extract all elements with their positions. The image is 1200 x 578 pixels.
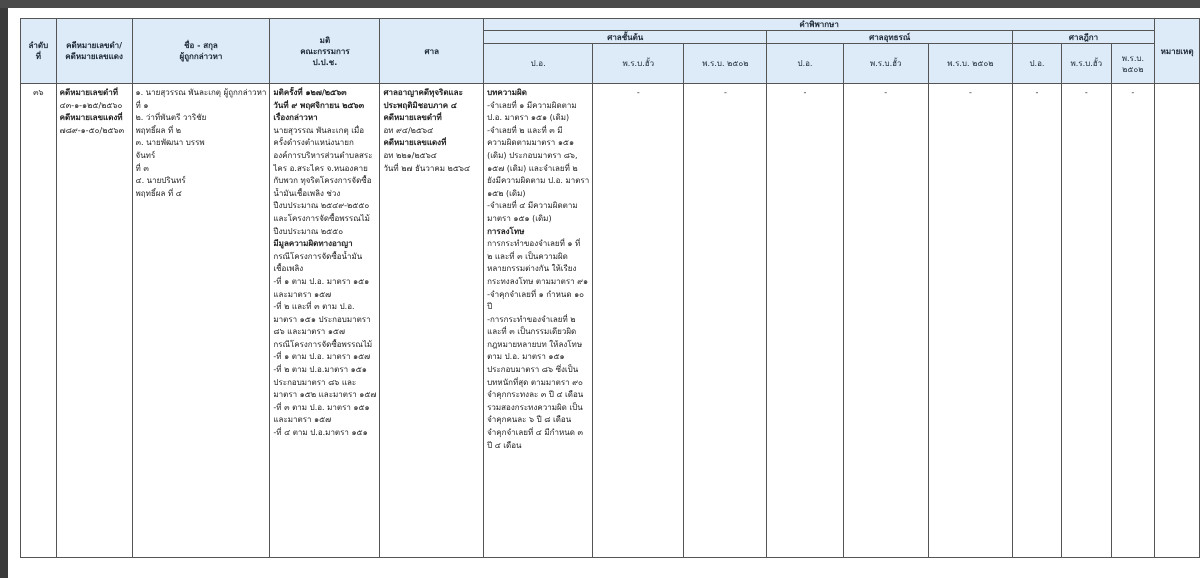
cell-supreme-prb: - <box>1061 84 1111 558</box>
text-line: -ที่ ๒ ตาม ป.อ.มาตรา ๑๕๑ <box>273 365 367 375</box>
text-line: ประพฤติมิชอบภาค ๔ <box>383 100 457 110</box>
text-line: มาตรา ๑๕๑ (เดิม) <box>487 213 552 223</box>
text-line: ๔. นายปรินทร์ <box>135 176 186 186</box>
text-line: -ที่ ๒ และที่ ๓ ตาม ป.อ. <box>273 302 355 312</box>
text-line: การลงโทษ <box>487 226 525 236</box>
text-line: คดีหมายเลขดำที่ <box>383 113 442 123</box>
text-line: ปี <box>487 302 493 312</box>
document-page <box>8 8 1200 578</box>
cell-first-prb: - <box>593 84 684 558</box>
header-appeal-prb2502: พ.ร.บ. ๒๕๐๒ <box>928 44 1012 84</box>
cell-resolution <box>270 84 380 558</box>
text-line: คดีหมายเลขแดงที่ <box>59 113 123 123</box>
text-line: -จำเลยที่ ๑ มีความผิดตาม <box>487 100 577 110</box>
header-first-prb2502: พ.ร.บ. ๒๕๐๒ <box>684 44 767 84</box>
cell-court <box>380 84 484 558</box>
text-line: บทหนักที่สุด ตามมาตรา ๙๐ <box>487 377 583 387</box>
text-line: จันทร์ <box>135 150 156 160</box>
text-line: ๓. นายพัฒนา บรรพ <box>135 138 205 148</box>
text-line: ๑๕๒ (เดิม) <box>487 188 526 198</box>
table-row <box>21 84 1200 558</box>
text-line: -จำเลยที่ ๒ และที่ ๓ มี <box>487 125 563 135</box>
text-line: กฎหมายหลายบท ให้ลงโทษ <box>487 339 583 349</box>
viewer-top-bar <box>0 0 1200 8</box>
text-line: -จำเลยที่ ๔ มีความผิดตาม <box>487 201 578 211</box>
text-line: ๒ และที่ ๓ เป็นความผิด <box>487 251 568 261</box>
header-court-supreme: ศาลฎีกา <box>1012 31 1154 44</box>
text-line: (เดิม) ประกอบมาตรา ๘๖, <box>487 150 578 160</box>
text-line: พฤทธิ์ผล ที่ ๒ <box>135 125 182 135</box>
cell-first-prb2502: - <box>684 84 767 558</box>
header-first-prb: พ.ร.บ.ฮั้ว <box>593 44 684 84</box>
text-line: กรณีโครงการจัดซื้อพรรณไม้ <box>273 339 373 349</box>
header-case-no: คดีหมายเลขดำ/ คดีหมายเลขแดง <box>56 19 132 84</box>
header-court-first: ศาลชั้นต้น <box>484 31 767 44</box>
text-line: และที่ ๓ เป็นกรรมเดียวผิด <box>487 327 577 337</box>
text-line: การกระทำของจำเลยที่ ๑ ที่ <box>487 239 581 249</box>
text-line: ปีงบประมาณ ๒๕๕๐ <box>273 226 344 236</box>
text-line: กรณีโครงการจัดซื้อน้ำมัน <box>273 251 363 261</box>
text-line: และมาตรา ๑๕๗ <box>273 415 332 425</box>
header-name: ชื่อ - สกุล ผู้ถูกกล่าวหา <box>132 19 270 84</box>
text-line: อท ๙๔/๒๕๖๔ <box>383 125 434 135</box>
header-supreme-prb2502: พ.ร.บ. ๒๕๐๒ <box>1111 44 1155 84</box>
text-line: และโครงการจัดซื้อพรรณไม้ <box>273 213 370 223</box>
text-line: รวมสองกระทงความผิด เป็น <box>487 402 583 412</box>
text-line: ที่ ๑ <box>135 100 149 110</box>
text-line: -จำคุกจำเลยที่ ๑ กำหนด ๑๐ <box>487 289 585 299</box>
text-line: อท ๒๒๑/๒๕๖๔ <box>383 150 437 160</box>
text-line: ความผิดตามมาตรา ๑๕๑ <box>487 138 575 148</box>
text-line: ยังมีความผิดตาม ป.อ. มาตรา <box>487 176 590 186</box>
text-line: -ที่ ๔ ตาม ป.อ.มาตรา ๑๕๑ <box>273 428 368 438</box>
cell-appeal-prb: - <box>843 84 928 558</box>
text-line: องค์การบริหารส่วนตำบลสระ <box>273 150 373 160</box>
text-line: มาตรา ๑๕๑ ประกอบมาตรา <box>273 314 371 324</box>
cell-name <box>132 84 270 558</box>
text-line: ป.อ. มาตรา ๑๕๑ (เดิม) <box>487 113 570 123</box>
text-line: เรื่องกล่าวหา <box>273 113 318 123</box>
header-supreme-po: ป.อ. <box>1012 44 1061 84</box>
text-line: จำคุกคนละ ๖ ปี ๘ เดือน <box>487 415 572 425</box>
text-line: เชื้อเพลิง <box>273 264 304 274</box>
cell-case-no <box>56 84 132 558</box>
cell-supreme-prb2502: - <box>1111 84 1155 558</box>
header-judgment: คำพิพากษา <box>484 19 1155 31</box>
header-appeal-po: ป.อ. <box>767 44 843 84</box>
text-line: คดีหมายเลขแดงที่ <box>383 138 447 148</box>
text-line: นายสุวรรณ พันละเกตุ เมื่อ <box>273 125 365 135</box>
text-line: กับพวก ทุจริตโครงการจัดซื้อ <box>273 176 372 186</box>
text-line: มาตรา ๑๕๒ และมาตรา ๑๕๗ <box>273 390 377 400</box>
text-line: พฤทธิ์ผล ที่ ๔ <box>135 188 182 198</box>
text-line: ตาม ป.อ. มาตรา ๑๕๑ <box>487 352 565 362</box>
cell-appeal-prb2502: - <box>928 84 1012 558</box>
text-line: -ที่ ๓ ตาม ป.อ. มาตรา ๑๕๑ <box>273 402 370 412</box>
text-line: ๘๖ และมาตรา ๑๕๗ <box>273 327 345 337</box>
text-line: คดีหมายเลขดำที่ <box>59 88 119 97</box>
judgment-table <box>20 18 1200 558</box>
header-resolution: มติ คณะกรรมการ ป.ป.ช. <box>270 19 380 84</box>
header-supreme-prb: พ.ร.บ.ฮั้ว <box>1061 44 1111 84</box>
header-remark: หมายเหตุ <box>1155 19 1200 84</box>
text-line: ที่ ๓ <box>135 163 149 173</box>
header-court-appeal: ศาลอุทธรณ์ <box>767 31 1013 44</box>
cell-remark <box>1155 84 1200 558</box>
header-first-po: ป.อ. <box>484 44 593 84</box>
text-line: ครั้งดำรงตำแหน่งนายก <box>273 138 354 148</box>
text-line: บทความผิด <box>487 88 527 97</box>
cell-judgment <box>484 84 593 558</box>
cell-appeal-po: - <box>767 84 843 558</box>
text-line: จำคุกจำเลยที่ ๔ มีกำหนด ๓ <box>487 428 583 438</box>
text-line: มติครั้งที่ ๑๒๗/๒๕๖๓ <box>273 88 347 97</box>
text-line: -ที่ ๑ ตาม ป.อ. มาตรา ๑๕๑ <box>273 276 370 286</box>
text-line: ๔๓-๑-๑๒๕/๒๕๖๐ <box>59 100 123 110</box>
text-line: กระทงลงโทษ ตามมาตรา ๙๑ <box>487 276 589 286</box>
text-line: น้ำมันเชื้อเพลิง ช่วง <box>273 188 341 198</box>
text-line: ประกอบมาตรา ๘๖ และ <box>273 377 357 387</box>
text-line: ไคร อ.สระไคร จ.หนองคาย <box>273 163 368 173</box>
text-line: หลายกรรมต่างกัน ให้เรียง <box>487 264 577 274</box>
text-line: มีมูลความผิดทางอาญา <box>273 239 353 249</box>
text-line: และมาตรา ๑๕๗ <box>273 289 332 299</box>
text-line: ๗๘๙-๑-๕๐/๒๕๖๓ <box>59 125 125 135</box>
cell-no: ๓๖ <box>21 84 57 558</box>
text-line: -ที่ ๑ ตาม ป.อ. มาตรา ๑๕๗ <box>273 352 371 362</box>
text-line: ปี ๔ เดือน <box>487 440 522 450</box>
text-line: ปีงบประมาณ ๒๕๔๙-๒๕๕๐ <box>273 201 370 211</box>
text-line: ๑. นายสุวรรณ พันละเกตุ ผู้ถูกกล่าวหา <box>135 88 267 97</box>
header-court: ศาล <box>380 19 484 84</box>
cell-supreme-po: - <box>1012 84 1061 558</box>
text-line: วันที่ ๒๗ ธันวาคม ๒๕๖๔ <box>383 163 471 173</box>
text-line: ๒. ว่าที่พันตรี วาริชัย <box>135 113 207 123</box>
text-line: จำคุกกระทงละ ๓ ปี ๔ เดือน <box>487 390 584 400</box>
text-line: ๑๕๗ (เดิม) และจำเลยที่ ๒ <box>487 163 578 173</box>
text-line: ศาลอาญาคดีทุจริตและ <box>383 88 463 97</box>
header-no: ลำดับ ที่ <box>21 19 57 84</box>
text-line: ประกอบมาตรา ๘๖ ซึ่งเป็น <box>487 365 579 375</box>
text-line: วันที่ ๙ พฤศจิกายน ๒๕๖๓ <box>273 100 365 110</box>
text-line: -การกระทำของจำเลยที่ ๒ <box>487 314 576 324</box>
header-appeal-prb: พ.ร.บ.ฮั้ว <box>843 44 928 84</box>
